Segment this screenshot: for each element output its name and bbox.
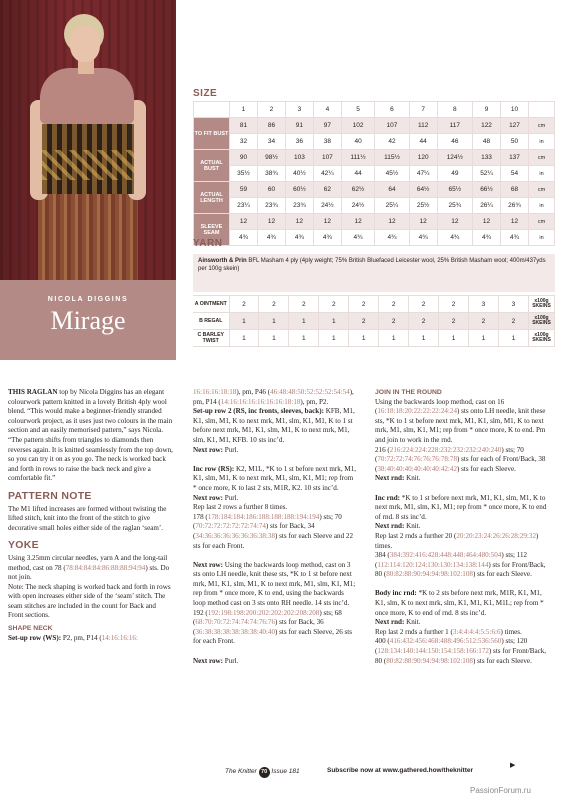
size-row: [194, 230, 555, 246]
yarn-value-cell: 2: [439, 313, 469, 330]
size-yarn-panel: [176, 80, 566, 372]
intro-paragraph: THIS RAGLAN top by Nicola Diggins has an elegant colourwork pattern knitted in a lovely British 4ply wool blend. “This would make a beginner-friendly stranded colourwork project, as it uses just two colours in the main section and an easily memorised pattern,” says Nicola. “The pattern shifts from triangles to diamonds then reverses again. It is knitted seamlessly from the top down, so you can try it on as you go. The neck is worked back and forth in rows to raise the back neck and give a comfortable fit.”: [8, 388, 173, 483]
size-value-cell: 50: [501, 134, 529, 150]
next-row-purl-2: Next row: Purl.: [193, 493, 239, 502]
size-value-cell: 12: [473, 214, 501, 230]
yarn-details: BFL Masham 4 ply (4ply weight; 75% British Bluefaced Leicester wool, 25% British Masham wool; 400m/437yds per 100g skein): [198, 258, 546, 272]
size-unit-cell: in: [529, 198, 555, 214]
size-value-cell: 6: [375, 102, 409, 118]
size-value-cell: 12: [409, 214, 437, 230]
size-value-cell: 4¾: [375, 230, 409, 246]
size-value-cell: 111½: [341, 150, 374, 166]
size-value-cell: 86: [257, 118, 285, 134]
size-value-cell: 49: [437, 166, 472, 182]
size-value-cell: 124½: [437, 150, 472, 166]
setup-row-1: Set-up row (WS): P2, pm, P14 (14:16:16:16:: [8, 633, 138, 642]
yarn-value-cell: 2: [259, 296, 289, 313]
next-row-purl-3: Next row: Purl.: [193, 656, 239, 665]
size-value-cell: 42: [375, 134, 409, 150]
size-value-cell: 4¾: [501, 230, 529, 246]
size-value-cell: 38: [313, 134, 341, 150]
size-value-cell: 12: [230, 214, 258, 230]
yarn-value-cell: 1: [379, 330, 409, 347]
body-inc-rnd: Body inc rnd: *K to 2 sts before next mrk, M1R, K1, M1, K1, slm, K to next mrk, slm, K1, M1, K1, M1L; rep from * once more, K to end of rnd. 8 sts inc’d.: [375, 589, 544, 617]
repeat-rnds-1: Rep last 2 rnds a further 20 (20:20:23:24:26:26:28:29:32) times.: [375, 531, 539, 550]
size-value-cell: 25¼: [375, 198, 409, 214]
yarn-value-cell: 2: [229, 296, 259, 313]
size-row-label: [194, 102, 230, 118]
yarn-value-cell: 1: [229, 330, 259, 347]
size-value-cell: 10: [501, 102, 529, 118]
size-value-cell: 25½: [409, 198, 437, 214]
count-after-inc: 384 (384:392:416:428:448:448:464:480:504) sts; 112 (112:114:120:124:130:130:134:138:144) sts for Front/Back, 80 (80:82:88:90:94:94:98:102:108) sts for each Sleeve.: [375, 551, 546, 579]
yarn-row: [193, 296, 555, 313]
size-table: [193, 101, 555, 246]
size-value-cell: 102: [341, 118, 374, 134]
size-row: [194, 166, 555, 182]
pattern-note-heading: PATTERN NOTE: [8, 489, 92, 502]
yarn-row-label: B REGAL: [193, 313, 229, 330]
size-value-cell: 52¼: [473, 166, 501, 182]
size-heading: SIZE: [193, 88, 218, 99]
size-value-cell: 60½: [285, 182, 313, 198]
size-value-cell: 112: [409, 118, 437, 134]
size-row-label: ACTUAL BUST: [194, 150, 230, 182]
size-value-cell: 12: [437, 214, 472, 230]
size-value-cell: 115½: [375, 150, 409, 166]
size-value-cell: 127: [501, 118, 529, 134]
size-value-cell: 66½: [473, 182, 501, 198]
text-column-2: [193, 388, 358, 666]
size-value-cell: 54: [501, 166, 529, 182]
size-value-cell: 4¾: [473, 230, 501, 246]
size-value-cell: 2: [257, 102, 285, 118]
yarn-table: [193, 295, 555, 347]
yarn-value-cell: 1: [409, 330, 439, 347]
size-value-cell: 68: [501, 182, 529, 198]
size-unit-cell: in: [529, 134, 555, 150]
size-value-cell: 64½: [409, 182, 437, 198]
repeat-rnds-2: Rep last 2 rnds a further 1 (3:4:4:4:4:5:5:6:6) times.: [375, 627, 522, 636]
size-value-cell: 46: [437, 134, 472, 150]
size-value-cell: 25¾: [437, 198, 472, 214]
yarn-row-label: A OINTMENT: [193, 296, 229, 313]
yarn-value-cell: 2: [349, 296, 379, 313]
yarn-value-cell: 1: [289, 330, 319, 347]
size-value-cell: 5: [341, 102, 374, 118]
size-value-cell: 24½: [313, 198, 341, 214]
size-row: [194, 118, 555, 134]
yarn-value-cell: 2: [289, 296, 319, 313]
next-rnd-knit-3: Next rnd: Knit.: [375, 618, 421, 627]
size-value-cell: 62: [313, 182, 341, 198]
yarn-value-cell: 1: [259, 330, 289, 347]
join-instructions: Using the backwards loop method, cast on 16 (16:18:18:20:22:22:22:24:24) sts onto LH needle, knit these sts, *K to 1 st before next mrk, M1, K1, slm, M1, K to next mrk, M1, slm, K1, M1; rep from * once more, K to end. Pm and join to work in the rnd.: [375, 397, 546, 444]
next-rnd-knit-2: Next rnd: Knit.: [375, 522, 421, 531]
setup-row-1-cont: 16:16:16:18:18), pm, P46 (46:48:48:50:52:52:52:54:54), pm, P14 (14:16:16:16:16:16:16:18:18), pm, P2.: [193, 388, 354, 406]
size-value-cell: 32: [230, 134, 258, 150]
size-value-cell: 40½: [285, 166, 313, 182]
size-value-cell: 26¼: [473, 198, 501, 214]
footer-magazine: The Knitter 70 Issue 181: [225, 767, 300, 778]
size-value-cell: 7: [409, 102, 437, 118]
yarn-unit-cell: x100g SKEINS: [529, 296, 555, 313]
size-value-cell: 1: [230, 102, 258, 118]
size-value-cell: 23¾: [257, 198, 285, 214]
size-value-cell: 98½: [257, 150, 285, 166]
yarn-value-cell: 2: [349, 313, 379, 330]
size-value-cell: 64: [375, 182, 409, 198]
size-value-cell: 65½: [437, 182, 472, 198]
inc-row: Inc row (RS): K2, M1L, *K to 1 st before next mrk, M1, K1, slm, M1, K to next mrk, M1, slm, K1, M1; rep from * once more, K to last 2 sts, M1R, K2. 10 sts inc’d.: [193, 464, 357, 492]
size-value-cell: 137: [501, 150, 529, 166]
yarn-value-cell: 1: [498, 330, 528, 347]
model-photo: [0, 0, 176, 280]
size-value-cell: 4¾: [437, 230, 472, 246]
yarn-unit-cell: x100g SKEINS: [529, 313, 555, 330]
size-unit-cell: cm: [529, 214, 555, 230]
size-value-cell: 12: [257, 214, 285, 230]
page-footer: [0, 762, 566, 779]
size-value-cell: 60: [257, 182, 285, 198]
size-row-label: TO FIT BUST: [194, 118, 230, 150]
continue-arrow-icon: ▶: [510, 762, 516, 769]
size-value-cell: 4¾: [313, 230, 341, 246]
repeat-rows: Rep last 2 rows a further 8 times.: [193, 503, 288, 512]
size-value-cell: 97: [313, 118, 341, 134]
yarn-heading: YARN: [193, 238, 223, 249]
yarn-value-cell: 1: [289, 313, 319, 330]
yarn-value-cell: 2: [439, 296, 469, 313]
size-value-cell: 59: [230, 182, 258, 198]
yarn-value-cell: 1: [469, 330, 499, 347]
size-value-cell: 90: [230, 150, 258, 166]
size-value-cell: 81: [230, 118, 258, 134]
yarn-description: [193, 254, 555, 292]
size-value-cell: 23¾: [285, 198, 313, 214]
yarn-value-cell: 2: [409, 313, 439, 330]
size-row: [194, 214, 555, 230]
size-unit-cell: [529, 102, 555, 118]
size-value-cell: 4¾: [409, 230, 437, 246]
size-unit-cell: in: [529, 166, 555, 182]
next-row-purl-1: Next row: Purl.: [193, 445, 239, 454]
yoke-note: Note: The neck shaping is worked back and forth in rows with open increases either side of the ‘seam’ stitch. The seam stitches are included in the count for Back and Front sections.: [8, 582, 171, 620]
yarn-value-cell: 2: [379, 296, 409, 313]
inc-rnd: Inc rnd: *K to 1 st before next mrk, M1, K1, slm, M1, K to next mrk, M1, slm, K1, M1; rep from * once more, K to end of rnd. 8 sts inc’d.: [375, 493, 547, 521]
size-value-cell: 34: [257, 134, 285, 150]
size-unit-cell: cm: [529, 150, 555, 166]
footer-subscribe-link[interactable]: Subscribe now at www.gathered.how/theknitter: [327, 767, 474, 774]
size-value-cell: 62½: [341, 182, 374, 198]
size-unit-cell: in: [529, 230, 555, 246]
size-value-cell: 38¾: [257, 166, 285, 182]
size-value-cell: 4¾: [230, 230, 258, 246]
size-row-label: ACTUAL LENGTH: [194, 182, 230, 214]
size-unit-cell: cm: [529, 182, 555, 198]
size-row: [194, 150, 555, 166]
size-row-label: SLEEVE SEAM: [194, 214, 230, 246]
size-value-cell: 107: [375, 118, 409, 134]
yarn-value-cell: 3: [469, 296, 499, 313]
size-value-cell: 35½: [230, 166, 258, 182]
size-value-cell: 12: [313, 214, 341, 230]
size-row: [194, 182, 555, 198]
size-value-cell: 4¾: [257, 230, 285, 246]
watermark: PassionForum.ru: [470, 786, 531, 795]
yarn-value-cell: 1: [229, 313, 259, 330]
yarn-value-cell: 2: [498, 313, 528, 330]
size-value-cell: 26¾: [501, 198, 529, 214]
size-value-cell: 103: [285, 150, 313, 166]
size-value-cell: 122: [473, 118, 501, 134]
size-row: [194, 102, 555, 118]
yoke-heading: YOKE: [8, 539, 39, 552]
yarn-value-cell: 1: [319, 313, 349, 330]
yarn-unit-cell: x100g SKEINS: [529, 330, 555, 347]
stitch-count-2: 192 (192:198:198:200:202:202:202:208:208) sts; 68 (68:70:70:72:74:74:74:76:76) sts for Back, 36 (36:38:38:38:38:38:38:40:40) sts for each Sleeve, 26 sts for each Front.: [193, 608, 353, 646]
next-row-cast-on: Next row: Using the backwards loop method, cast on 3 sts onto LH needle, knit these sts, *K to 1 st before next mrk, M1, K1, slm, M1, K to next mrk, M1, slm, K1, M1; rep from * once more, K to end, using the backwards loop method cast on 3 sts onto RH needle. 14 sts inc’d.: [193, 560, 356, 608]
size-value-cell: 36: [285, 134, 313, 150]
pattern-title: Mirage: [50, 306, 126, 335]
join-heading: JOIN IN THE ROUND: [375, 389, 442, 396]
size-value-cell: 3: [285, 102, 313, 118]
next-rnd-knit-1: Next rnd: Knit.: [375, 474, 421, 483]
text-column-1: [8, 388, 173, 643]
size-value-cell: 45½: [375, 166, 409, 182]
setup-row-2: Set-up row 2 (RS, inc fronts, sleeves, back): KFB, M1, K1, slm, M1, K to next mrk, M1, slm, K1, M1, K to 1 st before next mrk, M1, K1, slm, M1, K to next mrk, M1, slm, K1, M1, KFB. 10 sts inc’d.: [193, 407, 355, 444]
size-value-cell: 117: [437, 118, 472, 134]
size-value-cell: 12: [501, 214, 529, 230]
stitch-count-1: 178 (178:184:184:186:188:188:188:194:194) sts; 70 (70:72:72:72:72:72:74:74) sts for Back, 34 (34:36:36:36:36:36:36:38:38) sts for each Sleeve and 22 sts for each Front.: [193, 512, 354, 550]
size-value-cell: 4¾: [285, 230, 313, 246]
size-value-cell: 12: [285, 214, 313, 230]
yarn-row: [193, 330, 555, 347]
size-value-cell: 9: [473, 102, 501, 118]
size-unit-cell: cm: [529, 118, 555, 134]
yarn-row: [193, 313, 555, 330]
designer-name: NICOLA DIGGINS: [47, 296, 129, 303]
size-value-cell: 48: [473, 134, 501, 150]
size-value-cell: 107: [313, 150, 341, 166]
yarn-value-cell: 1: [439, 330, 469, 347]
size-value-cell: 44: [341, 166, 374, 182]
yarn-value-cell: 2: [469, 313, 499, 330]
size-value-cell: 44: [409, 134, 437, 150]
size-value-cell: 12: [375, 214, 409, 230]
size-value-cell: 40: [341, 134, 374, 150]
size-value-cell: 23¼: [230, 198, 258, 214]
size-value-cell: 8: [437, 102, 472, 118]
yarn-value-cell: 3: [498, 296, 528, 313]
page-number: 70: [259, 767, 270, 778]
size-value-cell: 91: [285, 118, 313, 134]
yarn-value-cell: 1: [349, 330, 379, 347]
shape-neck-heading: SHAPE NECK: [8, 625, 53, 633]
yoke-cast-on: Using 3.25mm circular needles, yarn A and the long-tail method, cast on 78 (78:84:84:84:86:88:88:94:94) sts. Do not join.: [8, 553, 170, 582]
size-value-cell: 4: [313, 102, 341, 118]
yarn-brand: Ainsworth & Prin: [198, 258, 247, 264]
yarn-value-cell: 1: [259, 313, 289, 330]
yarn-row-label: C BARLEY TWIST: [193, 330, 229, 347]
yarn-value-cell: 2: [409, 296, 439, 313]
size-value-cell: 42¼: [313, 166, 341, 182]
text-column-3: [375, 388, 550, 666]
size-value-cell: 120: [409, 150, 437, 166]
size-value-cell: 12: [341, 214, 374, 230]
yarn-value-cell: 2: [379, 313, 409, 330]
count-after-body-inc: 400 (416:432:456:468:488:496:512:536:560) sts; 120 (128:134:140:144:150:154:158:166:172) sts for Front/Back, 80 (80:82:88:90:94:94:98:102:108) sts for each Sleeve.: [375, 637, 547, 665]
size-value-cell: 133: [473, 150, 501, 166]
size-value-cell: 24½: [341, 198, 374, 214]
join-count: 216 (216:224:224:228:232:232:232:240:240) sts; 70 (70:72:72:74:76:76:76:78:78) sts for each of Front/Back, 38 (38:40:40:40:40:40:40:42:42) sts for each Sleeve.: [375, 445, 546, 473]
size-row: [194, 134, 555, 150]
size-value-cell: 4¾: [341, 230, 374, 246]
yarn-value-cell: 2: [319, 296, 349, 313]
size-row: [194, 198, 555, 214]
yarn-value-cell: 1: [319, 330, 349, 347]
size-value-cell: 47¼: [409, 166, 437, 182]
pattern-note-text: The M1 lifted increases are formed without twisting the lifted stitch, knit into the front of the stitch to give decorative small holes either side of the raglan ‘seam’.: [8, 504, 167, 532]
